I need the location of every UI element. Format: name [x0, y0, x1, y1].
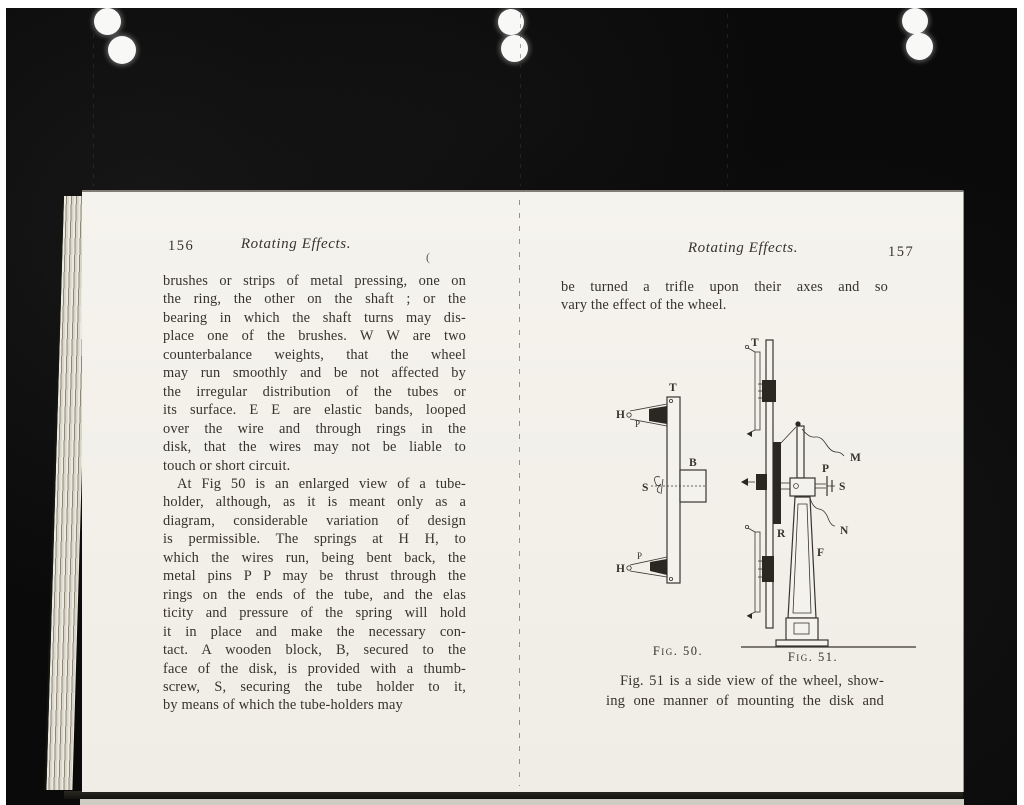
fig51-bottom-tube: [762, 556, 774, 582]
fig51-top-bracket-arrow: [747, 431, 752, 437]
fig50-label-H-bottom: H: [616, 563, 625, 575]
fig50-bottom-tube: [650, 559, 667, 575]
running-header-right: Rotating Effects.: [687, 240, 799, 256]
fig50-thumbscrew: [661, 479, 663, 494]
text-line: tact. A wooden block, B, secured to the: [163, 642, 466, 659]
fig51-label-N: N: [840, 525, 849, 537]
photo-bottom-strip: [80, 799, 964, 805]
fig50-label-P-top: P: [635, 419, 641, 429]
film-scratch-line: [93, 14, 94, 186]
fig51-bottom-bracket-arrow: [747, 613, 752, 619]
fig50-diagram: [613, 375, 743, 590]
fig50-holder-bar: [667, 397, 680, 583]
binder-knob: [501, 35, 528, 62]
fig50-label-T: T: [669, 382, 677, 394]
right-page-intro: [561, 278, 888, 315]
book-gutter-line: [519, 200, 520, 786]
text-line: brushes or strips of metal pressing, one on: [163, 273, 466, 289]
left-page-text: [163, 272, 466, 715]
text-line: place one of the brushes. W W are two: [163, 328, 466, 345]
fig51-label-M: M: [850, 452, 861, 464]
text-line: bearing in which the shaft turns may dis-: [163, 309, 466, 326]
text-line: the irregular distribution of the tubes or: [163, 383, 466, 400]
text-line: the ring, the other on the shaft ; or the: [163, 291, 466, 308]
fig50-label-H-top: H: [616, 409, 625, 421]
fig50-label-P-bottom: P: [637, 551, 643, 561]
text-line: which the wires run, being bent back, the: [163, 549, 466, 566]
fig50-label-S: S: [642, 482, 649, 494]
fig51-caption: Fig. 51.: [787, 650, 839, 664]
fig51-middle-arrow: [741, 478, 748, 486]
text-line: At Fig 50 is an enlarged view of a tube-: [177, 475, 466, 492]
fig51-bottom-bracket-hook: [748, 528, 755, 532]
text-line: be turned a trifle upon their axes and so: [561, 279, 888, 295]
fig51-base-block: [786, 618, 818, 640]
text-line: holder, although, as it is meant only as a: [163, 494, 466, 511]
fig50-label-B: B: [689, 457, 697, 469]
fig51-leader-N: [810, 498, 835, 526]
text-line: is permissible. The springs at H H, to: [163, 531, 466, 548]
binder-knob: [108, 36, 136, 64]
fig51-leader-M: [802, 429, 844, 456]
text-line: counterbalance weights, that the wheel: [163, 346, 466, 363]
running-header-left: Rotating Effects.: [240, 236, 352, 252]
book-bottom-edge: [64, 791, 963, 799]
fig51-label-P: P: [822, 463, 830, 475]
fig51-diagram: [738, 334, 923, 649]
fig51-brace-line: [780, 427, 796, 444]
film-scratch-line: [727, 14, 728, 186]
text-line: ing one manner of mounting the disk and: [606, 692, 884, 709]
text-line: screw, S, securing the tube holder to it,: [163, 678, 466, 695]
book-pages: [82, 190, 964, 792]
fig51-top-tube: [762, 380, 776, 402]
page-number-left: 156: [168, 238, 195, 254]
fig50-caption: Fig. 50.: [652, 644, 704, 658]
film-scratch-line: [520, 14, 521, 186]
fig51-pedestal: [788, 497, 816, 618]
text-line: by means of which the tube-holders may: [163, 697, 403, 714]
fig51-label-S: S: [839, 481, 846, 493]
fig50-top-tube: [649, 406, 667, 424]
text-line: rings on the ends of the tube, and the elas: [163, 586, 466, 603]
text-line: touch or short circuit.: [163, 457, 291, 474]
text-line: diagram, considerable variation of design: [163, 512, 466, 529]
text-line: disk, that the wires may not be liable to: [163, 439, 466, 456]
text-line: over the wire and through rings in the: [163, 420, 466, 437]
fig51-bar-R: [773, 442, 781, 524]
fig50-thumbscrew: [655, 477, 661, 493]
text-line: Fig. 51 is a side view of the wheel, show-: [620, 673, 884, 689]
text-line: face of the disk, is provided with a thumb-: [163, 660, 466, 677]
text-line: it in place and make the necessary con-: [163, 623, 466, 640]
fig51-rod-pin: [795, 421, 800, 426]
fig51-support-rod: [797, 426, 804, 478]
page-number-right: 157: [888, 244, 915, 260]
binder-knob: [902, 8, 928, 34]
text-line: may run smoothly and be not affected by: [163, 365, 466, 382]
fig51-top-bracket-hook: [745, 345, 748, 348]
fig51-label-R: R: [777, 528, 786, 540]
stray-mark: (: [426, 250, 430, 264]
fig51-bottom-bracket-hook: [745, 525, 748, 528]
text-line: ticity and pressure of the spring will hold: [163, 605, 466, 622]
text-line: its surface. E E are elastic bands, looped: [163, 402, 466, 419]
text-line: metal pins P P may be thrust through the: [163, 568, 466, 585]
fig51-base-plate: [776, 640, 828, 646]
fig50-bottom-pin: [627, 566, 631, 570]
fig51-bottom-bracket: [755, 532, 760, 612]
open-book: [62, 190, 963, 799]
text-line: vary the effect of the wheel.: [561, 297, 727, 314]
fig51-label-F: F: [817, 547, 825, 559]
right-page-closing: [606, 672, 884, 712]
fig51-label-T: T: [751, 337, 759, 349]
binder-knob: [906, 33, 933, 60]
fig51-middle-clamp: [756, 474, 767, 490]
binder-knob: [94, 8, 121, 35]
fig50-top-pin: [627, 413, 631, 417]
